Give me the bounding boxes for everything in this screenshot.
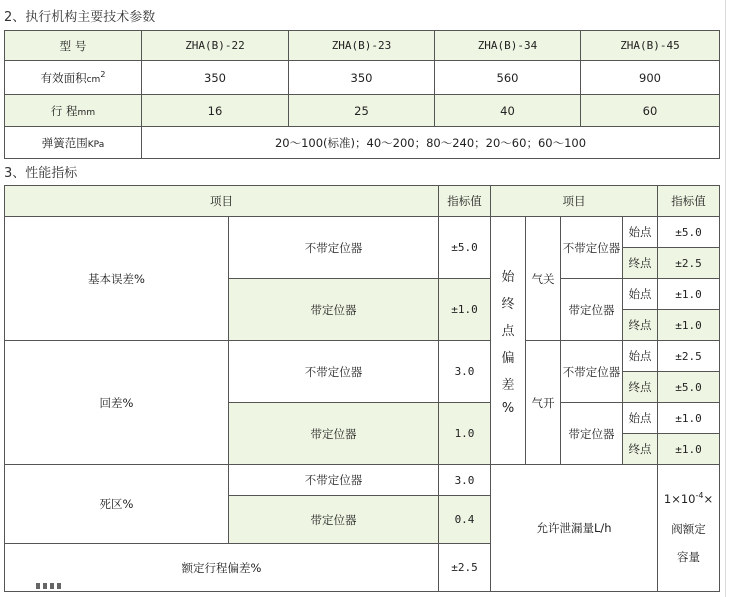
hysteresis-with-positioner-value: 1.0	[439, 403, 491, 465]
actuator-params-table	[4, 30, 720, 159]
page-right-border	[725, 0, 726, 597]
start-point-label: 始点	[623, 217, 658, 248]
basic-error-with-positioner: 带定位器	[229, 279, 439, 341]
area-value: 900	[581, 61, 720, 95]
stroke-row	[5, 95, 720, 127]
hysteresis-no-positioner-value: 3.0	[439, 341, 491, 403]
hysteresis-label: 回差%	[5, 341, 229, 465]
leakage-label: 允许泄漏量L/h	[491, 465, 658, 592]
basic-error-no-positioner: 不带定位器	[229, 217, 439, 279]
area-value: 350	[289, 61, 435, 95]
open-no-pos-end-value: ±5.0	[658, 372, 720, 403]
end-point-label: 终点	[623, 372, 658, 403]
air-open-label: 气开	[526, 341, 561, 465]
params-header-row	[5, 31, 720, 61]
close-no-pos-end-value: ±2.5	[658, 248, 720, 279]
value-header: 指标值	[439, 186, 491, 217]
spring-value: 20～100(标准)；40～200；80～240；20～60；60～100	[142, 127, 720, 159]
basic-error-label: 基本误差%	[5, 217, 229, 341]
model-23: ZHA(B)-23	[289, 31, 435, 61]
stroke-value: 40	[435, 95, 581, 127]
rated-stroke-deviation-value: ±2.5	[439, 544, 491, 592]
area-value: 560	[435, 61, 581, 95]
open-no-pos-start-value: ±2.5	[658, 341, 720, 372]
stroke-label: 行 程mm	[5, 95, 142, 127]
stroke-value: 25	[289, 95, 435, 127]
dead-zone-with-positioner-value: 0.4	[439, 496, 491, 544]
item-header-right: 项目	[491, 186, 658, 217]
spring-row	[5, 127, 720, 159]
end-point-label: 终点	[623, 310, 658, 341]
close-no-pos-start-value: ±5.0	[658, 217, 720, 248]
open-no-positioner: 不带定位器	[561, 341, 623, 403]
area-label: 有效面积$cm^2$	[5, 61, 142, 95]
model-45: ZHA(B)-45	[581, 31, 720, 61]
end-point-label: 终点	[623, 248, 658, 279]
open-with-pos-end-value: ±1.0	[658, 434, 720, 465]
dead-zone-with-positioner: 带定位器	[229, 496, 439, 544]
start-point-label: 始点	[623, 341, 658, 372]
value-header-right: 指标值	[658, 186, 720, 217]
leakage-value: $1\times 10^{-4}\times$ 阀额定 容量	[658, 465, 720, 592]
start-point-label: 始点	[623, 403, 658, 434]
close-with-pos-start-value: ±1.0	[658, 279, 720, 310]
open-with-pos-start-value: ±1.0	[658, 403, 720, 434]
section3-title: 3、性能指标	[4, 166, 78, 181]
basic-error-no-positioner-value: ±5.0	[439, 217, 491, 279]
model-22: ZHA(B)-22	[142, 31, 289, 61]
spring-label: 弹簧范围KPa	[5, 127, 142, 159]
air-close-label: 气关	[526, 217, 561, 341]
close-with-positioner: 带定位器	[561, 279, 623, 341]
close-with-pos-end-value: ±1.0	[658, 310, 720, 341]
cropped-text-fragment	[36, 578, 76, 586]
end-point-label: 终点	[623, 434, 658, 465]
dead-zone-label: 死区%	[5, 465, 229, 544]
start-point-label: 始点	[623, 279, 658, 310]
dead-zone-no-positioner: 不带定位器	[229, 465, 439, 496]
model-34: ZHA(B)-34	[435, 31, 581, 61]
perf-header-row	[5, 186, 720, 217]
endpoint-deviation-label: 始 终 点 偏 差 %	[491, 217, 526, 465]
area-value: 350	[142, 61, 289, 95]
close-no-positioner: 不带定位器	[561, 217, 623, 279]
performance-table	[4, 185, 720, 592]
basic-error-with-positioner-value: ±1.0	[439, 279, 491, 341]
stroke-value: 60	[581, 95, 720, 127]
stroke-value: 16	[142, 95, 289, 127]
item-header: 项目	[5, 186, 439, 217]
rated-stroke-deviation-label: 额定行程偏差%	[5, 544, 439, 592]
hysteresis-no-positioner: 不带定位器	[229, 341, 439, 403]
dead-zone-no-positioner-value: 3.0	[439, 465, 491, 496]
section2-title: 2、执行机构主要技术参数	[4, 10, 156, 25]
open-with-positioner: 带定位器	[561, 403, 623, 465]
hysteresis-with-positioner: 带定位器	[229, 403, 439, 465]
model-label: 型 号	[5, 31, 142, 61]
area-row	[5, 61, 720, 95]
